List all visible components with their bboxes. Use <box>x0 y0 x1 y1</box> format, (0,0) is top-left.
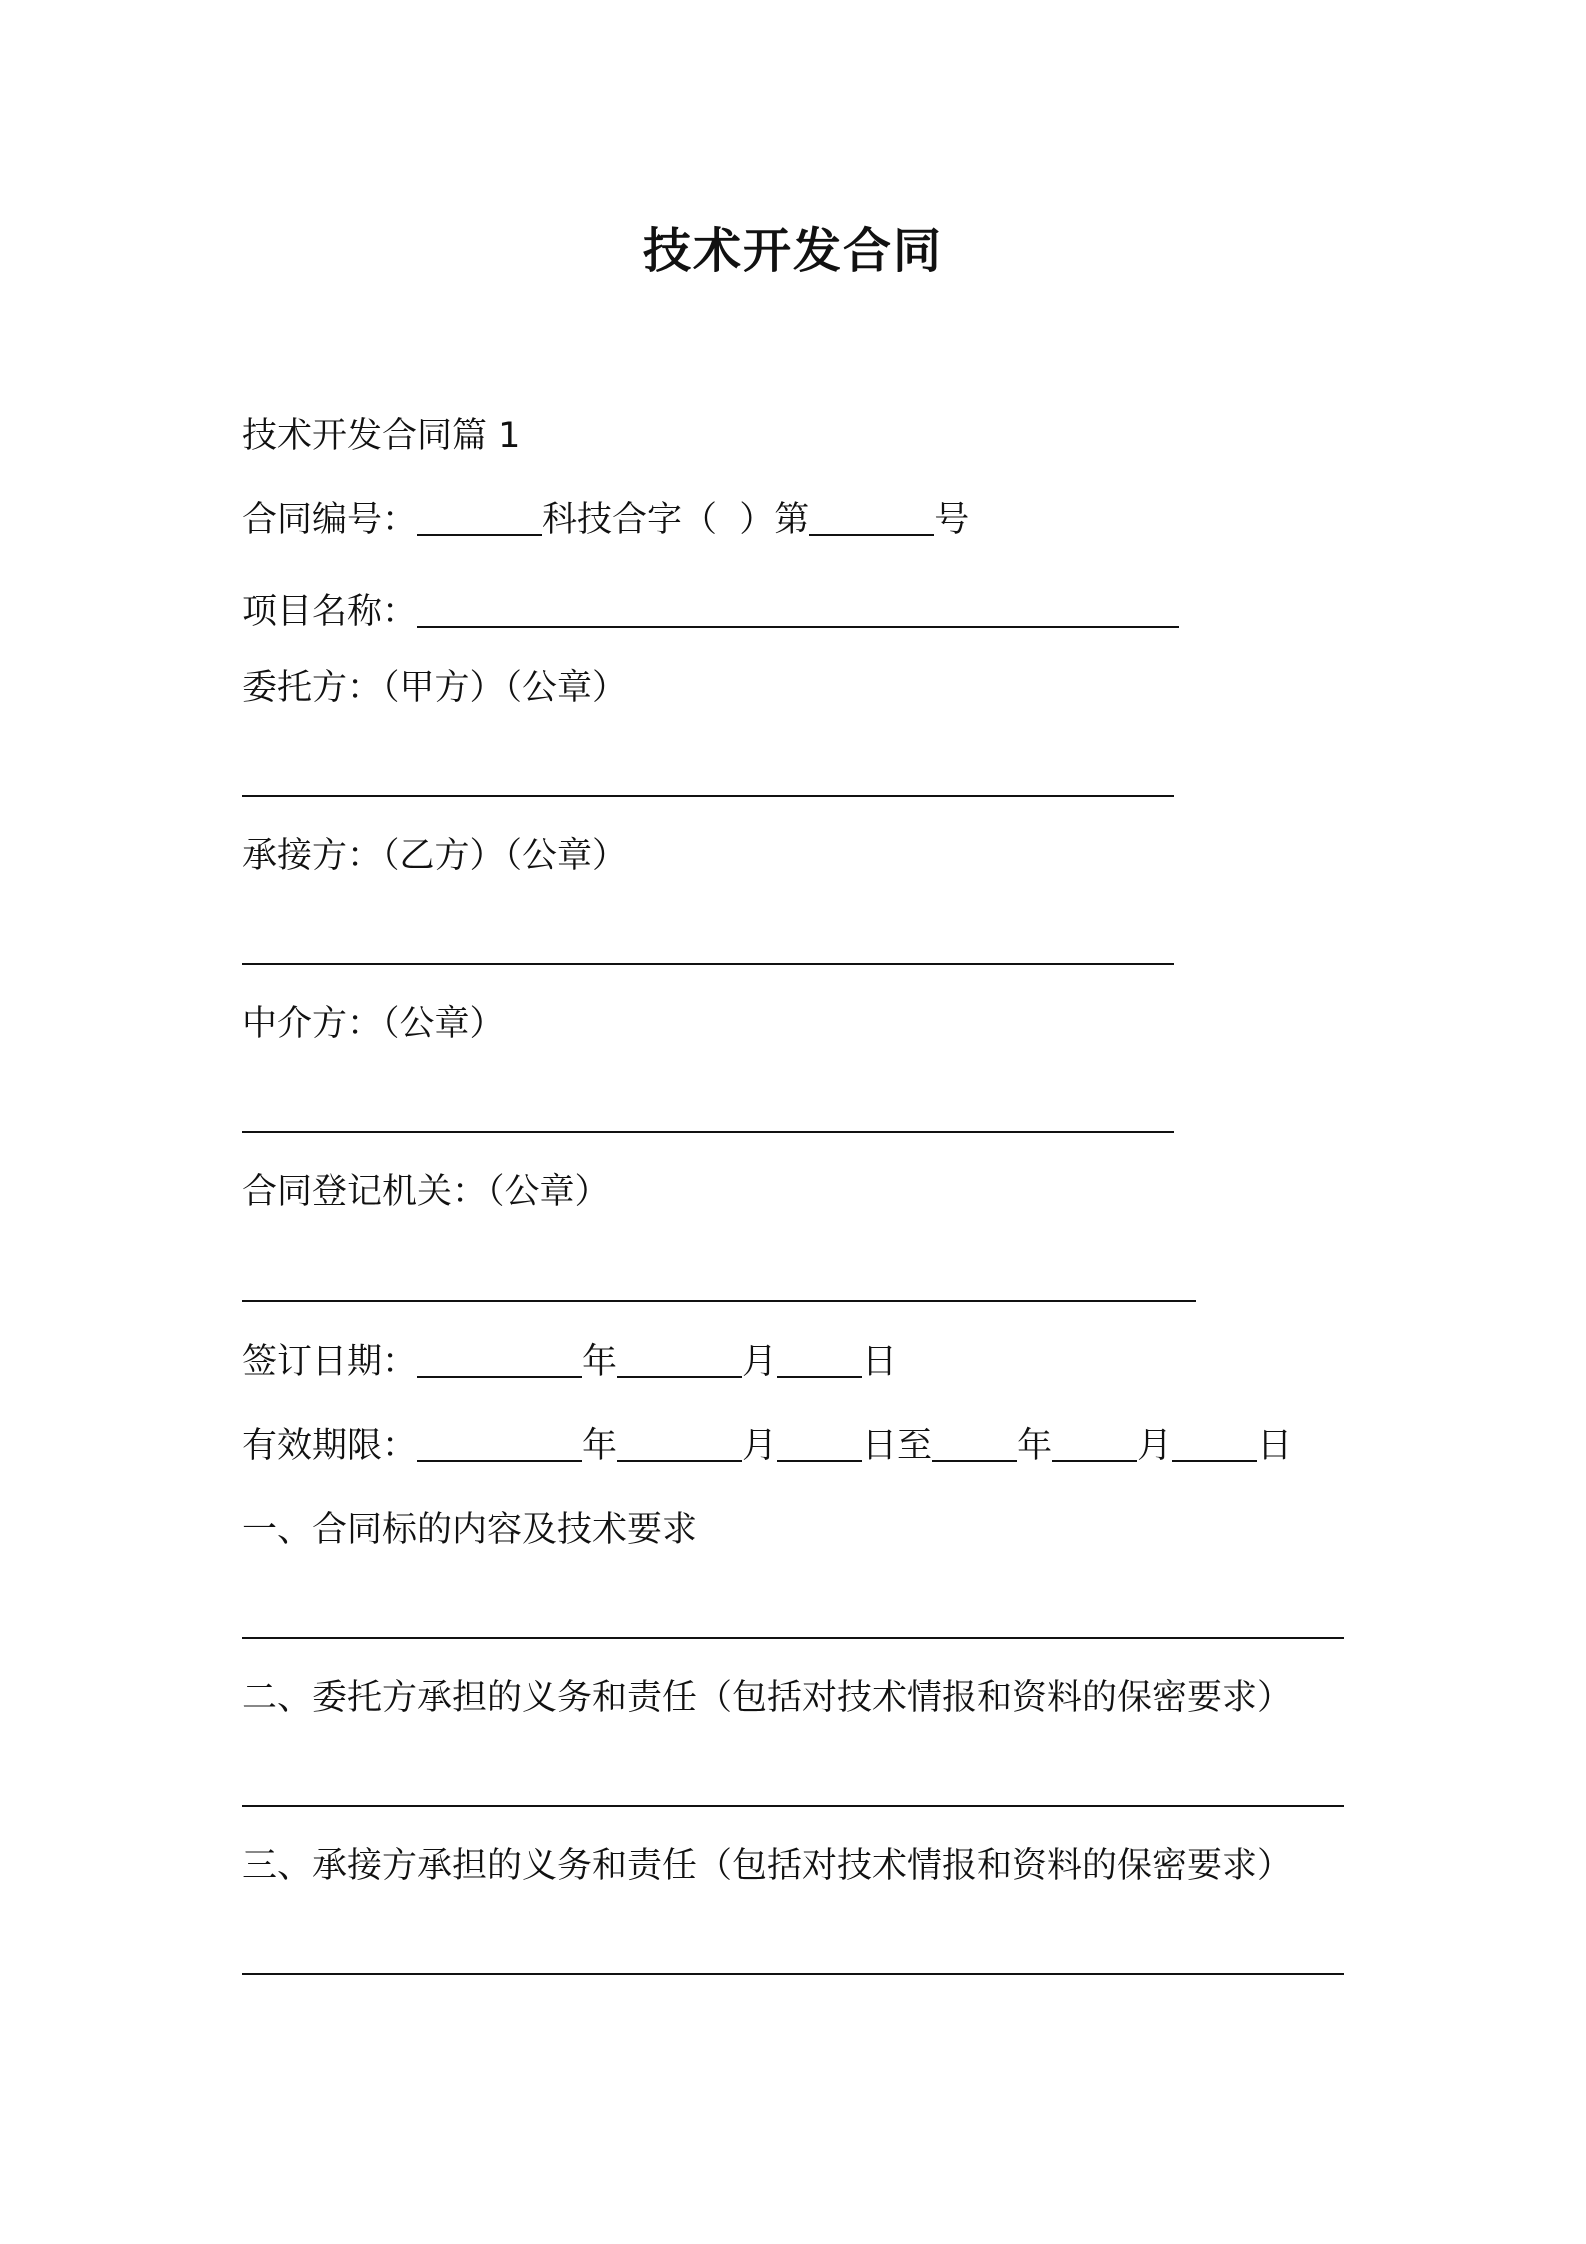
validity-month-label: 月 <box>742 1426 778 1466</box>
validity-day2-blank <box>1172 1425 1257 1462</box>
clause-3-heading: 三、承接方承担的义务和责任（包括对技术情报和资料的保密要求） <box>242 1846 1293 1886</box>
contract-number-blank-2 <box>809 499 934 536</box>
registry-blank-line <box>242 1300 1196 1302</box>
contract-number-label: 合同编号： <box>242 500 418 540</box>
validity-day2-label: 日 <box>1257 1426 1293 1466</box>
clause-3-blank-line <box>242 1973 1344 1975</box>
validity-year-label: 年 <box>582 1426 618 1466</box>
clause-2-blank-line <box>242 1805 1344 1807</box>
signing-day-blank <box>777 1341 862 1378</box>
intermediary-label: 中介方：（公章） <box>242 1004 505 1044</box>
project-name-line <box>242 588 1179 636</box>
signing-year-blank <box>417 1341 582 1378</box>
document-title: 技术开发合同 <box>642 223 943 279</box>
signing-day-label: 日 <box>862 1342 898 1382</box>
signing-month-blank <box>617 1341 742 1378</box>
validity-year2-label: 年 <box>1017 1426 1053 1466</box>
validity-month-blank <box>617 1425 742 1462</box>
validity-line <box>242 1422 1292 1470</box>
contract-number-line <box>242 496 969 544</box>
validity-label: 有效期限： <box>242 1426 418 1466</box>
intermediary-blank-line <box>242 1131 1174 1133</box>
signing-month-label: 月 <box>742 1342 778 1382</box>
validity-month2-label: 月 <box>1137 1426 1173 1466</box>
project-name-blank <box>417 591 1179 628</box>
clause-2-heading: 二、委托方承担的义务和责任（包括对技术情报和资料的保密要求） <box>242 1678 1293 1718</box>
contract-number-middle: 科技合字（ ）第 <box>542 500 810 540</box>
validity-month2-blank <box>1052 1425 1137 1462</box>
signing-date-line <box>242 1338 897 1386</box>
clause-1-heading: 一、合同标的内容及技术要求 <box>242 1510 698 1550</box>
contractor-label: 承接方：（乙方）（公章） <box>242 836 628 876</box>
section-title: 技术开发合同篇 1 <box>242 416 521 456</box>
validity-year2-blank <box>932 1425 1017 1462</box>
registry-label: 合同登记机关：（公章） <box>242 1172 610 1212</box>
client-label: 委托方：（甲方）（公章） <box>242 668 628 708</box>
signing-date-label: 签订日期： <box>242 1342 418 1382</box>
contract-number-blank-1 <box>417 499 542 536</box>
validity-day-blank <box>777 1425 862 1462</box>
project-name-label: 项目名称： <box>242 592 418 632</box>
contractor-blank-line <box>242 963 1174 965</box>
client-blank-line <box>242 795 1174 797</box>
signing-year-label: 年 <box>582 1342 618 1382</box>
validity-year-blank <box>417 1425 582 1462</box>
clause-1-blank-line <box>242 1637 1344 1639</box>
contract-number-suffix: 号 <box>934 500 970 540</box>
validity-day-to-label: 日至 <box>862 1426 933 1466</box>
